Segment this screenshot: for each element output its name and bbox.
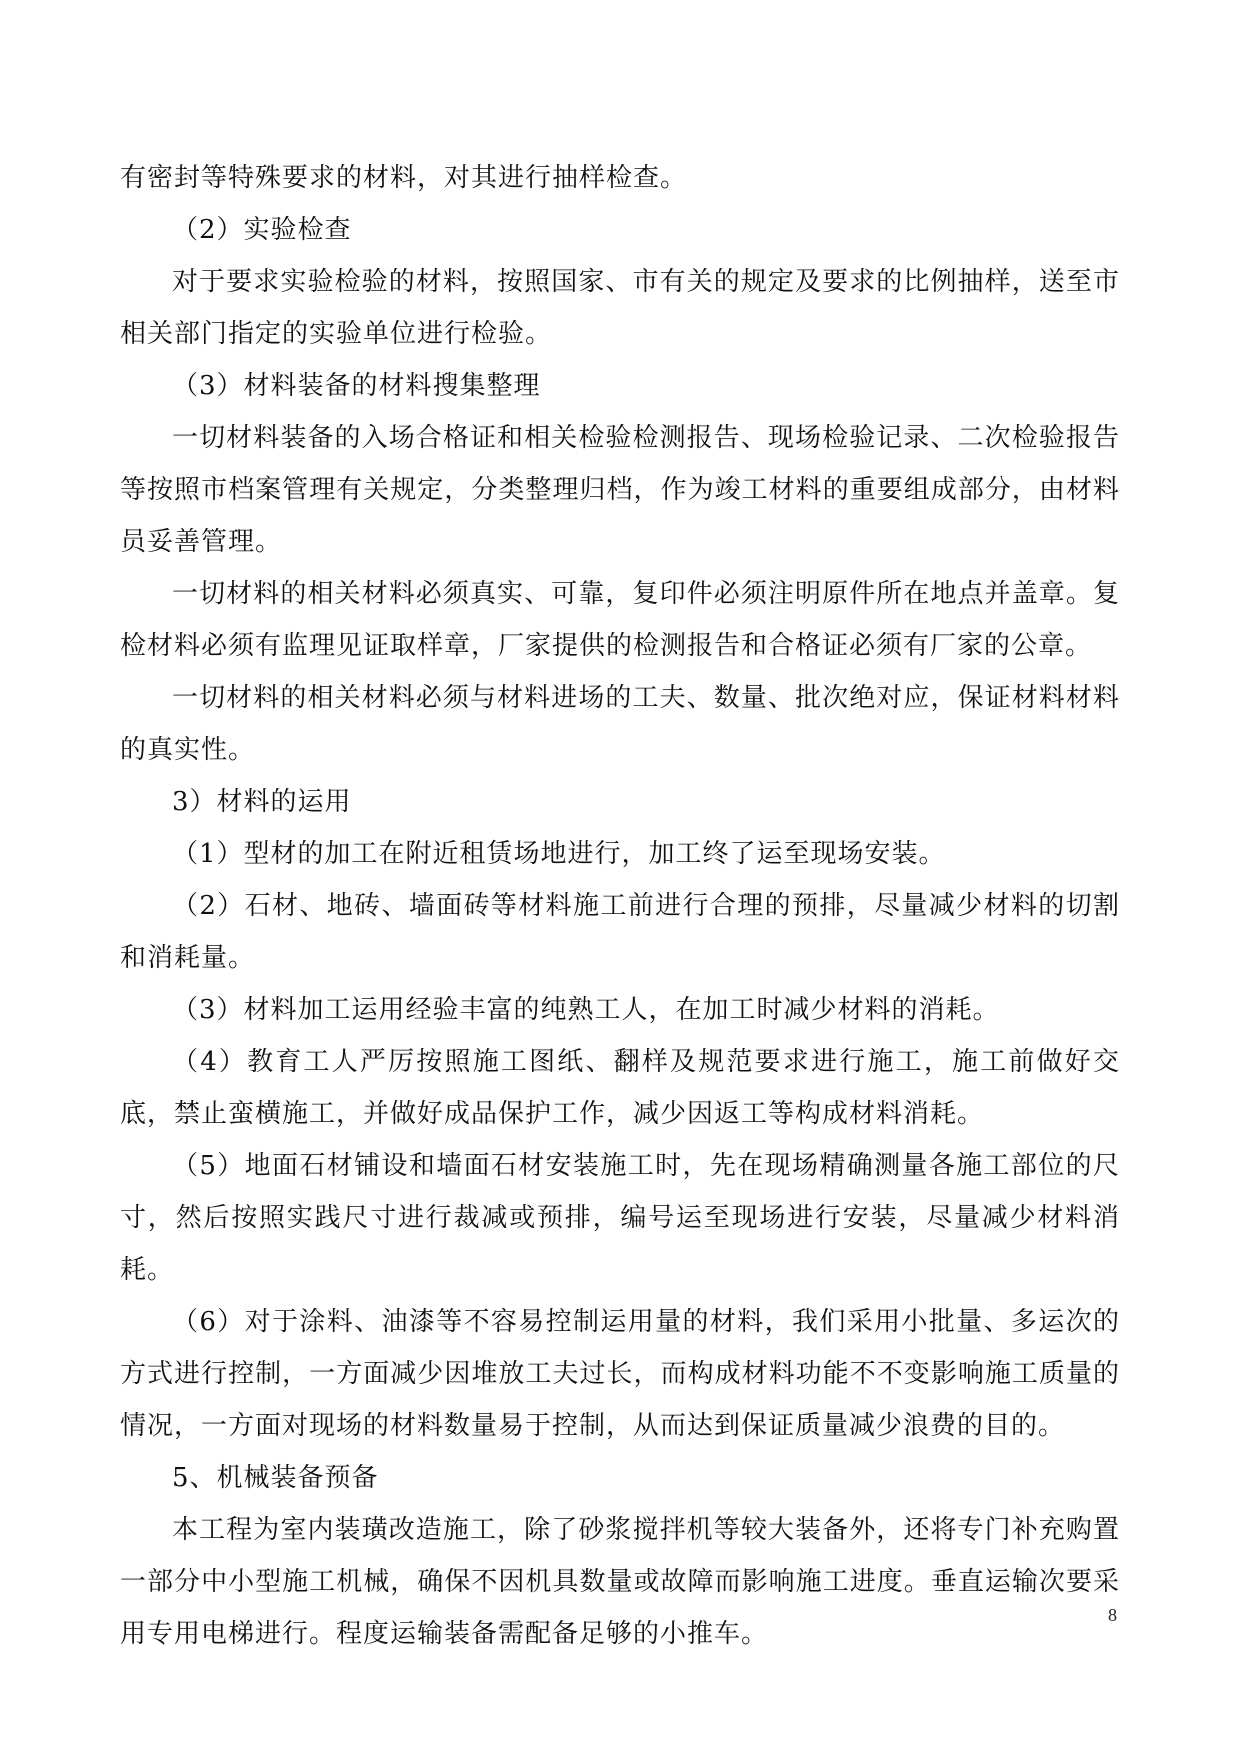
body-text bbox=[120, 152, 1120, 1660]
paragraph-continuation: 有密封等特殊要求的材料，对其进行抽样检查。 bbox=[120, 163, 688, 193]
paragraph: 本工程为室内装璜改造施工，除了砂浆搅拌机等较大装备外，还将专门补充购置一部分中小型施工机械，确保不因机具数量或故障而影响施工进度。垂直运输次要采用专用电梯进行。程度运输装备需配备足够的小推车。 bbox=[120, 1515, 1120, 1649]
list-item: （1）型材的加工在附近租赁场地进行，加工终了运至现场安装。 bbox=[172, 839, 946, 869]
section-heading-material-use: 3）材料的运用 bbox=[172, 787, 352, 817]
list-item: （3）材料加工运用经验丰富的纯熟工人，在加工时减少材料的消耗。 bbox=[172, 995, 1000, 1025]
list-item: （4）教育工人严厉按照施工图纸、翻样及规范要求进行施工，施工前做好交底，禁止蛮横施工，并做好成品保护工作，减少因返工等构成材料消耗。 bbox=[120, 1047, 1120, 1129]
list-item: （5）地面石材铺设和墙面石材安装施工时，先在现场精确测量各施工部位的尺寸，然后按照实践尺寸进行裁减或预排，编号运至现场进行安装，尽量减少材料消耗。 bbox=[120, 1151, 1120, 1285]
subheading-material-collection: （3）材料装备的材料搜集整理 bbox=[172, 371, 541, 401]
section-heading-machinery: 5、机械装备预备 bbox=[172, 1463, 379, 1493]
paragraph: 一切材料的相关材料必须真实、可靠，复印件必须注明原件所在地点并盖章。复检材料必须有监理见证取样章，厂家提供的检测报告和合格证必须有厂家的公章。 bbox=[120, 579, 1120, 661]
paragraph: 一切材料的相关材料必须与材料进场的工夫、数量、批次绝对应，保证材料材料的真实性。 bbox=[120, 683, 1120, 765]
list-item: （6）对于涂料、油漆等不容易控制运用量的材料，我们采用小批量、多运次的方式进行控制，一方面减少因堆放工夫过长，而构成材料功能不不变影响施工质量的情况，一方面对现场的材料数量易于控制，从而达到保证质量减少浪费的目的。 bbox=[120, 1307, 1120, 1441]
paragraph: 对于要求实验检验的材料，按照国家、市有关的规定及要求的比例抽样，送至市相关部门指定的实验单位进行检验。 bbox=[120, 267, 1120, 349]
subheading-experiment-check: （2）实验检查 bbox=[172, 215, 352, 245]
list-item: （2）石材、地砖、墙面砖等材料施工前进行合理的预排，尽量减少材料的切割和消耗量。 bbox=[120, 891, 1120, 973]
paragraph: 一切材料装备的入场合格证和相关检验检测报告、现场检验记录、二次检验报告等按照市档案管理有关规定，分类整理归档，作为竣工材料的重要组成部分，由材料员妥善管理。 bbox=[120, 423, 1120, 557]
page-number: 8 bbox=[1108, 1605, 1117, 1625]
